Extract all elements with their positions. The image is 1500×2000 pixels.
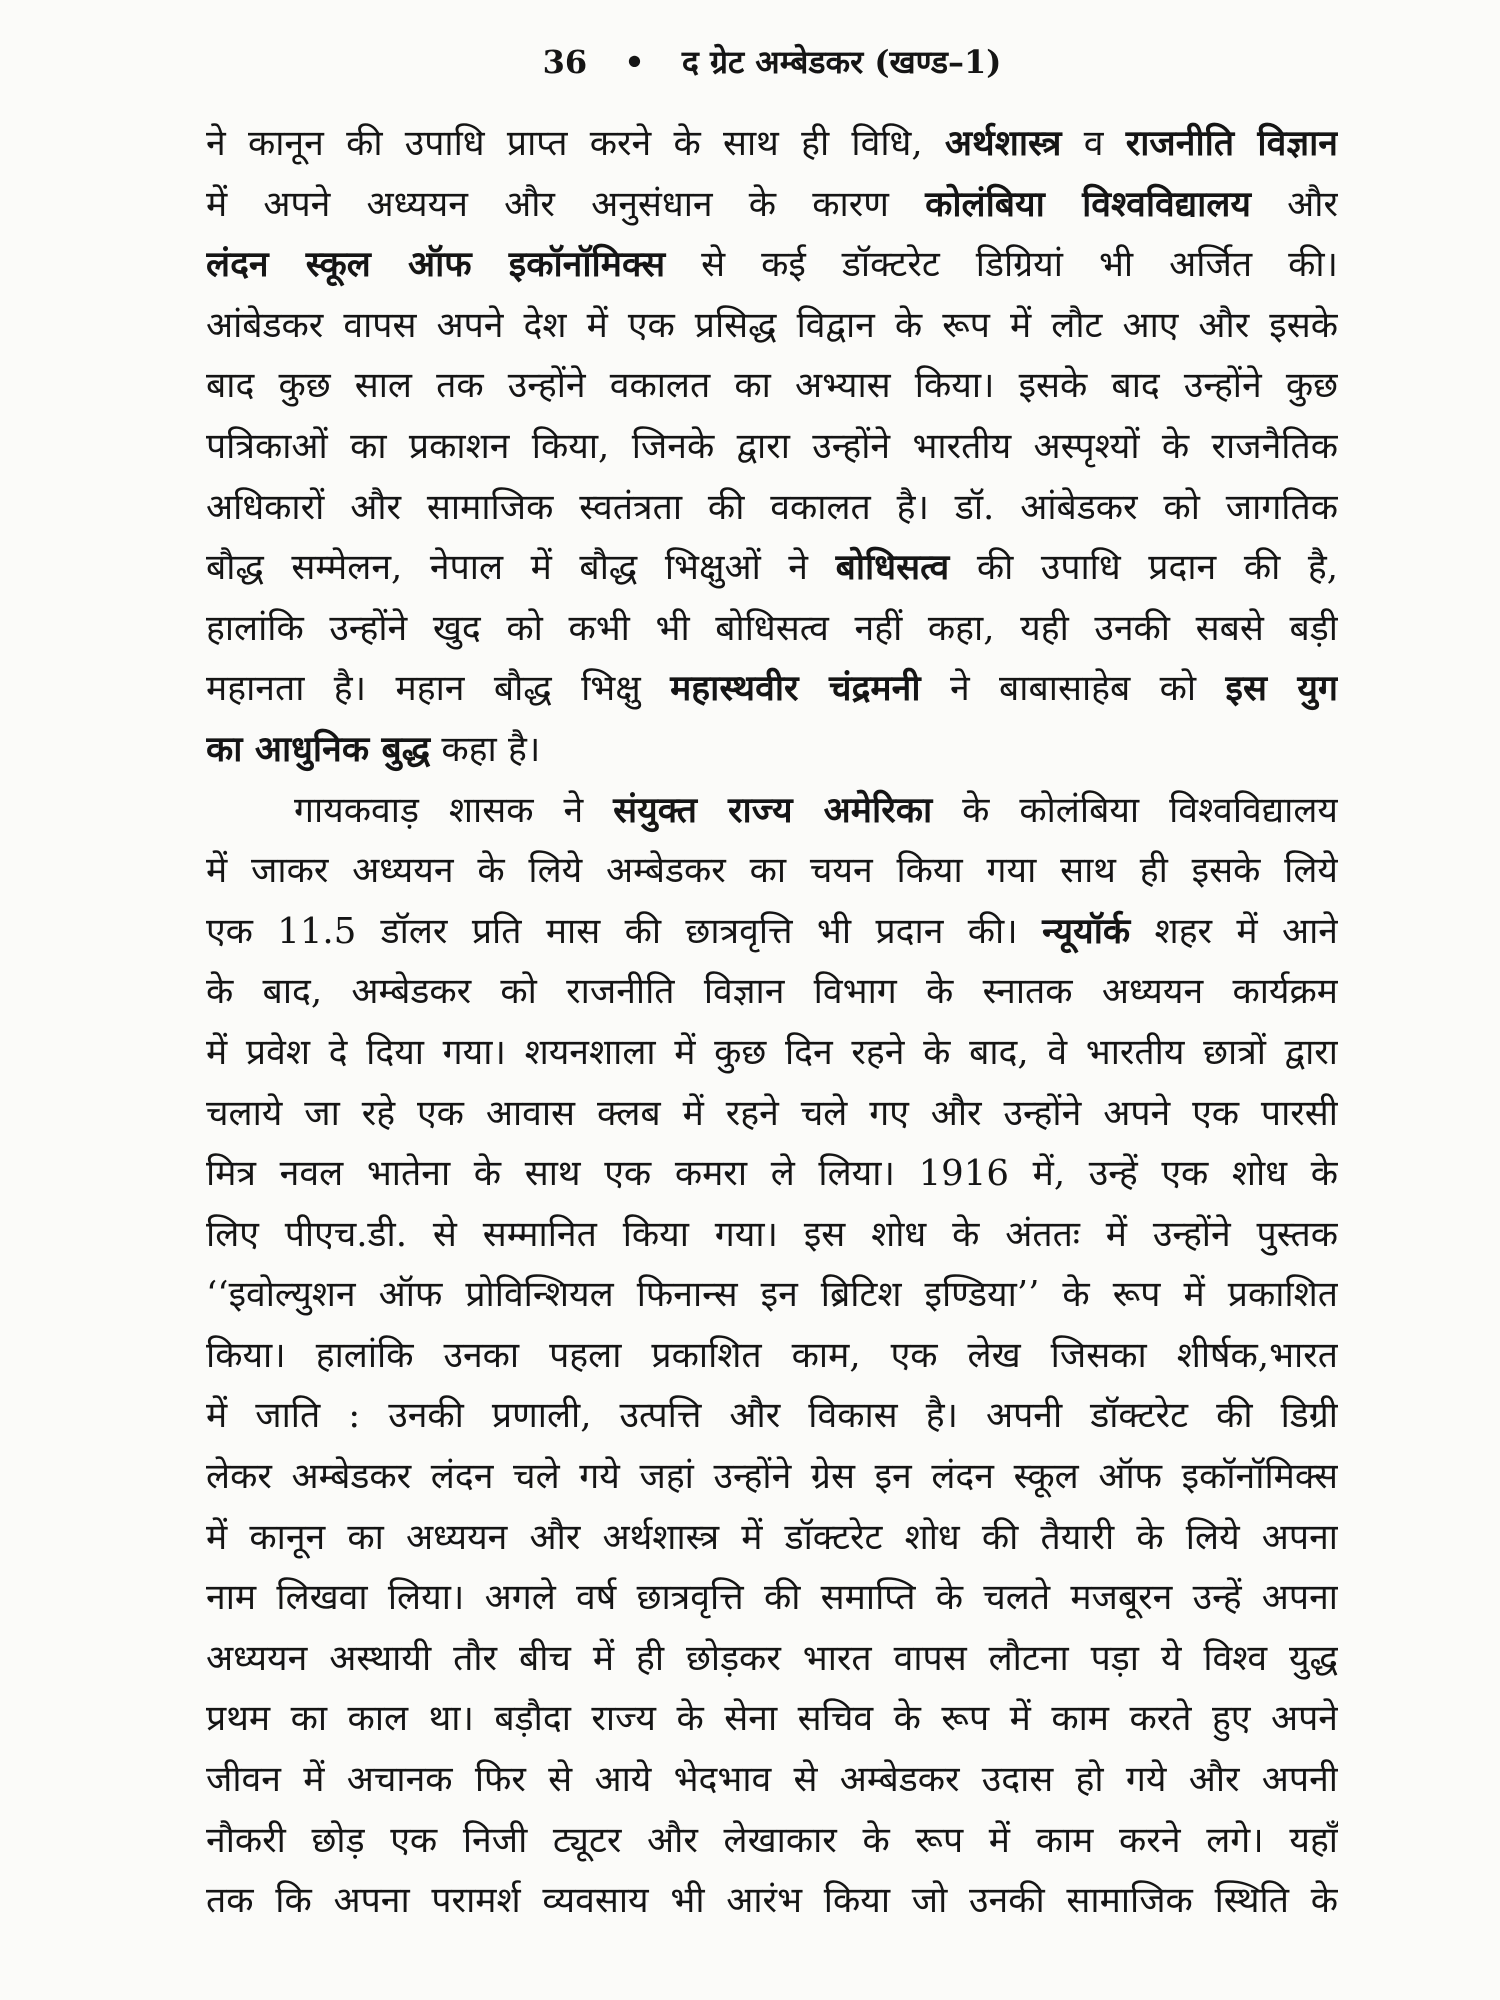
text-line: नौकरी छोड़ एक निजी ट्यूटर और लेखाकार के रूप में काम करने लगे। यहाँ: [206, 1819, 1338, 1861]
text-line: में कानून का अध्ययन और अर्थशास्त्र में डॉक्टरेट शोध की तैयारी के लिये अपना: [206, 1516, 1338, 1558]
text-line: महानता है। महान बौद्ध भिक्षु महास्थवीर चंद्रमनी ने बाबासाहेब को इस युग: [206, 668, 1338, 710]
bold-term: लंदन स्कूल ऑफ इकॉनॉमिक्स: [206, 244, 666, 286]
text-line: नाम लिखवा लिया। अगले वर्ष छात्रवृत्ति की समाप्ति के चलते मजबूरन उन्हें अपना: [206, 1577, 1338, 1619]
bold-term: अर्थशास्त्र: [944, 123, 1062, 164]
text-line: में प्रवेश दे दिया गया। शयनशाला में कुछ दिन रहने के बाद, वे भारतीय छात्रों द्वारा: [206, 1031, 1338, 1073]
bold-term: इस युग: [1225, 668, 1338, 710]
text-line: हालांकि उन्होंने खुद को कभी भी बोधिसत्व नहीं कहा, यही उनकी सबसे बड़ी: [206, 607, 1338, 649]
text-line: लेकर अम्बेडकर लंदन चले गये जहां उन्होंने ग्रेस इन लंदन स्कूल ऑफ इकॉनॉमिक्स: [206, 1456, 1338, 1498]
page-number: 36: [542, 43, 588, 81]
bold-term: कोलंबिया विश्वविद्यालय: [925, 183, 1251, 225]
bold-term: संयुक्त राज्य अमेरिका: [613, 789, 933, 831]
bold-term: न्यूयॉर्क: [1042, 910, 1131, 952]
text-line: बौद्ध सम्मेलन, नेपाल में बौद्ध भिक्षुओं ने बोधिसत्व की उपाधि प्रदान की है,: [206, 547, 1338, 589]
text-line: का आधुनिक बुद्ध कहा है।: [206, 728, 541, 770]
text-line: किया। हालांकि उनका पहला प्रकाशित काम, एक लेख जिसका शीर्षक,भारत: [206, 1334, 1338, 1376]
text-line: पत्रिकाओं का प्रकाशन किया, जिनके द्वारा उन्होंने भारतीय अस्पृश्यों के राजनैतिक: [206, 425, 1338, 467]
text-line: के बाद, अम्बेडकर को राजनीति विज्ञान विभाग के स्नातक अध्ययन कार्यक्रम: [206, 971, 1338, 1013]
paragraph-2: [206, 781, 1338, 1932]
text-line: लंदन स्कूल ऑफ इकॉनॉमिक्स से कई डॉक्टरेट डिग्रियां भी अर्जित की।: [206, 244, 1338, 286]
text-line: अध्ययन अस्थायी तौर बीच में ही छोड़कर भारत वापस लौटना पड़ा ये विश्व युद्ध: [206, 1637, 1338, 1679]
text-line: गायकवाड़ शासक ने संयुक्त राज्य अमेरिका के कोलंबिया विश्वविद्यालय: [294, 789, 1338, 831]
header-bullet: •: [624, 43, 645, 81]
text-line: चलाये जा रहे एक आवास क्लब में रहने चले गए और उन्होंने अपने एक पारसी: [206, 1092, 1338, 1134]
book-title: द ग्रेट अम्बेडकर (खण्ड–1): [681, 43, 1002, 81]
text-line: में जाकर अध्ययन के लिये अम्बेडकर का चयन किया गया साथ ही इसके लिये: [206, 850, 1338, 892]
text-line: ‘‘इवोल्युशन ऑफ प्रोविन्शियल फिनान्स इन ब्रिटिश इण्डिया’’ के रूप में प्रकाशित: [206, 1274, 1338, 1316]
text-line: एक 11.5 डॉलर प्रति मास की छात्रवृत्ति भी प्रदान की। न्यूयॉर्क शहर में आने: [206, 910, 1338, 952]
text-line: बाद कुछ साल तक उन्होंने वकालत का अभ्यास किया। इसके बाद उन्होंने कुछ: [206, 365, 1338, 407]
text-line: ने कानून की उपाधि प्राप्त करने के साथ ही विधि, अर्थशास्त्र व राजनीति विज्ञान: [206, 123, 1338, 164]
text-line: अधिकारों और सामाजिक स्वतंत्रता की वकालत है। डॉ. आंबेडकर को जागतिक: [206, 486, 1338, 528]
text-line: में जाति : उनकी प्रणाली, उत्पत्ति और विकास है। अपनी डॉक्टरेट की डिग्री: [206, 1395, 1338, 1437]
text-line: प्रथम का काल था। बड़ौदा राज्य के सेना सचिव के रूप में काम करते हुए अपने: [206, 1698, 1338, 1740]
bold-term: राजनीति विज्ञान: [1125, 123, 1338, 164]
bold-term: बोधिसत्व: [835, 547, 950, 589]
text-line: लिए पीएच.डी. से सम्मानित किया गया। इस शोध के अंततः में उन्होंने पुस्तक: [206, 1213, 1338, 1255]
text-line: में अपने अध्ययन और अनुसंधान के कारण कोलंबिया विश्वविद्यालय और: [206, 183, 1338, 225]
text-line: तक कि अपना परामर्श व्यवसाय भी आरंभ किया जो उनकी सामाजिक स्थिति के: [206, 1880, 1338, 1922]
text-line: आंबेडकर वापस अपने देश में एक प्रसिद्ध विद्वान के रूप में लौट आए और इसके: [206, 304, 1338, 346]
text-line: मित्र नवल भातेना के साथ एक कमरा ले लिया। 1916 में, उन्हें एक शोध के: [206, 1153, 1338, 1195]
paragraph-1: [206, 114, 1338, 781]
text-line: जीवन में अचानक फिर से आये भेदभाव से अम्बेडकर उदास हो गये और अपनी: [206, 1759, 1338, 1801]
bold-term: महास्थवीर चंद्रमनी: [670, 668, 921, 710]
bold-term: का आधुनिक बुद्ध: [206, 728, 431, 770]
running-header: [206, 36, 1338, 94]
